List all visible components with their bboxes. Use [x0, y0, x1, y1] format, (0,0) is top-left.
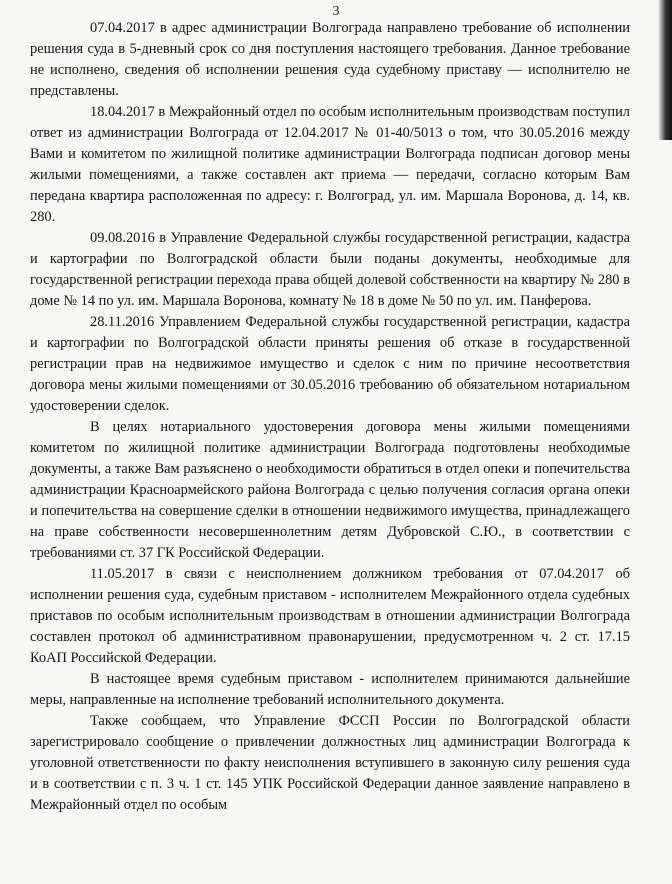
paragraph-2: 18.04.2017 в Межрайонный отдел по особым исполнительным производствам поступил ответ из администрации Волгограда от 12.04.2017 № 01-40/5013 о том, что 30.05.2016 между Вами и комитетом по жилищной политике администрации Волгограда подписан договор мены жилыми помещениями, а также составлен акт приема — передачи, согласно которым Вам передана квартира расположенная по адресу: г. Волгоград, ул. им. Маршала Воронова, д. 14, кв. 280. — [30, 104, 630, 225]
paragraph-5: В целях нотариального удостоверения договора мены жилыми помещениями комитетом по жилищной политике администрации Волгограда подготовлены необходимые документы, а также Вам разъяснено о необходимости обратиться в отдел опеки и попечительства администрации Красноармейского района Волгограда с целью получения согласия органа опеки и попечительства на совершение сделки в отношении недвижимого имущества, принадлежащего на праве собственности несовершеннолетним детям Дубровской С.Ю., в соответствии с требованиями ст. 37 ГК Российской Федерации. — [30, 419, 630, 561]
page-number: 3 — [332, 4, 340, 19]
paragraph-7: В настоящее время судебным приставом - исполнителем принимаются дальнейшие меры, направленные на исполнение требований исполнительного документа. — [30, 671, 630, 708]
paragraph-8: Также сообщаем, что Управление ФССП России по Волгоградской области зарегистрировало сообщение о привлечении должностных лиц администрации Волгограда к уголовной ответственности по факту неисполнения вступившего в законную силу решения суда и в соответствии с п. 3 ч. 1 ст. 145 УПК Российской Федерации данное заявление направлено в Межрайонный отдел по особым — [30, 713, 630, 813]
document-body — [30, 18, 630, 816]
paragraph-6: 11.05.2017 в связи с неисполнением должником требования от 07.04.2017 об исполнении решения суда, судебным приставом - исполнителем Межрайонного отдела судебных приставов по особым исполнительным производствам в отношении администрации Волгограда составлен протокол об административном правонарушении, предусмотренном ч. 2 ст. 17.15 КоАП Российской Федерации. — [30, 566, 630, 666]
paragraph-1: 07.04.2017 в адрес администрации Волгограда направлено требование об исполнении решения суда в 5-дневный срок со дня поступления настоящего требования. Данное требование не исполнено, сведения об исполнении решения суда судебному приставу — исполнителю не представлены. — [30, 20, 630, 99]
scan-shadow-edge — [658, 0, 672, 140]
paragraph-3: 09.08.2016 в Управление Федеральной службы государственной регистрации, кадастра и картографии по Волгоградской области были поданы документы, необходимые для государственной регистрации перехода права общей долевой собственности на квартиру № 280 в доме № 14 по ул. им. Маршала Воронова, комнату № 18 в доме № 50 по ул. им. Панферова. — [30, 230, 630, 309]
paragraph-4: 28.11.2016 Управлением Федеральной службы государственной регистрации, кадастра и картографии по Волгоградской области приняты решения об отказе в государственной регистрации прав на недвижимое имущество и сделок с ним по причине несоответствия договора мены жилыми помещениями от 30.05.2016 требованию об обязательном нотариальном удостоверении сделок. — [30, 314, 630, 414]
